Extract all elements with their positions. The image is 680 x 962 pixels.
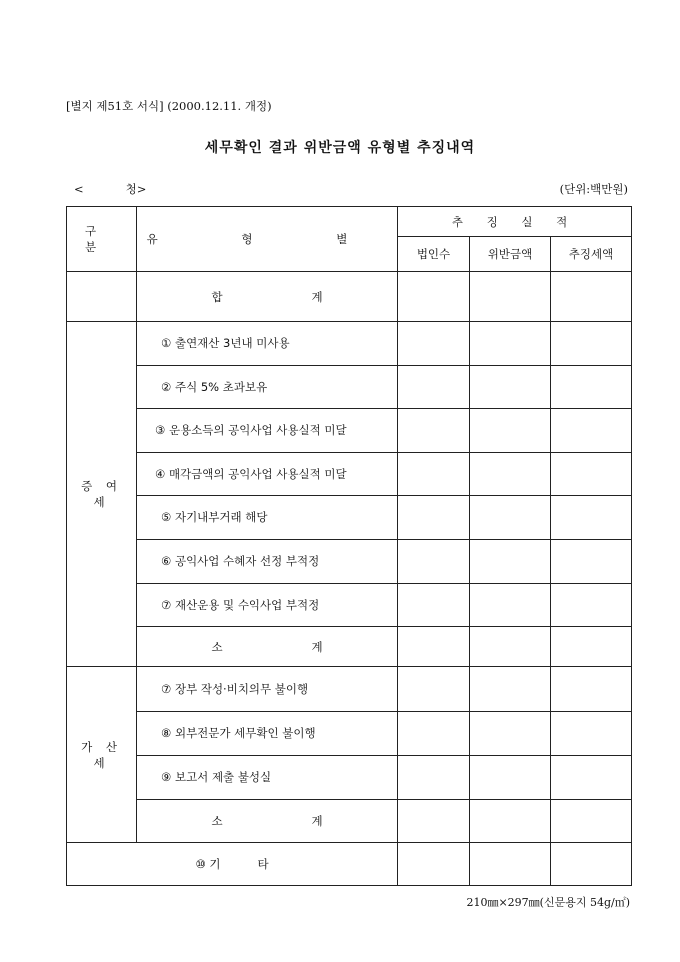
- table-row: [67, 409, 632, 453]
- cell: [398, 756, 470, 800]
- header-tax-amount: 추징세액: [551, 237, 632, 272]
- header-type: 유 형 별: [137, 207, 398, 272]
- cell: [470, 322, 551, 366]
- other-label: [67, 843, 398, 886]
- cell: [470, 584, 551, 627]
- table-row: [67, 453, 632, 496]
- penalty-subtotal-label: [137, 800, 398, 843]
- cell: [470, 453, 551, 496]
- cell: [551, 366, 632, 409]
- cell: [551, 272, 632, 322]
- paper-spec: 210㎜×297㎜(신문용지 54g/㎡): [466, 896, 630, 909]
- form-reference: [별지 제51호 서식] (2000.12.11. 개정): [66, 99, 272, 113]
- gift-subtotal-a: 소: [211, 639, 223, 654]
- penalty-subtotal-row: [67, 800, 632, 843]
- cell: [551, 667, 632, 712]
- other-label-b: 타: [257, 857, 269, 871]
- cell: [551, 843, 632, 886]
- penalty-item-1: ⑦ 장부 작성·비치의무 불이행: [137, 667, 398, 712]
- cell: [551, 322, 632, 366]
- table-row: [67, 366, 632, 409]
- table-row: [67, 322, 632, 366]
- total-label-a: 합: [211, 289, 223, 304]
- cell: [470, 756, 551, 800]
- gift-subtotal-row: [67, 627, 632, 667]
- cell: [551, 756, 632, 800]
- cell: [398, 627, 470, 667]
- other-row: [67, 843, 632, 886]
- table-row: [67, 584, 632, 627]
- cell: [551, 540, 632, 584]
- cell: [551, 627, 632, 667]
- gift-item-7: ⑦ 재산운용 및 수익사업 부적정: [137, 584, 398, 627]
- gift-item-5: ⑤ 자기내부거래 해당: [137, 496, 398, 540]
- office-open: <: [74, 182, 84, 196]
- cell: [470, 667, 551, 712]
- collection-table: [66, 206, 632, 886]
- other-label-a: ⑩ 기: [195, 857, 221, 871]
- cell: [398, 667, 470, 712]
- cell: [398, 843, 470, 886]
- cell: [470, 496, 551, 540]
- penalty-tax-label: 가 산 세: [67, 667, 137, 843]
- office-field: [74, 181, 146, 197]
- cell: [398, 584, 470, 627]
- table-row: [67, 756, 632, 800]
- header-actual: 추 징 실 적: [398, 207, 632, 237]
- unit-label: (단위:백만원): [559, 182, 628, 196]
- cell: [398, 540, 470, 584]
- document-title: 세무확인 결과 위반금액 유형별 추징내역: [204, 140, 476, 156]
- cell: [470, 627, 551, 667]
- total-row: [67, 272, 632, 322]
- penalty-subtotal-a: 소: [211, 814, 223, 828]
- gift-item-3: ③ 운용소득의 공익사업 사용실적 미달: [137, 409, 398, 453]
- cell: [470, 409, 551, 453]
- cell: [470, 272, 551, 322]
- office-close: 청>: [125, 182, 147, 196]
- cell: [398, 496, 470, 540]
- cell: [470, 540, 551, 584]
- cell: [398, 800, 470, 843]
- total-label-b: 계: [311, 289, 323, 304]
- gift-subtotal-b: 계: [311, 639, 323, 654]
- cell: [398, 366, 470, 409]
- table-row: [67, 667, 632, 712]
- gift-item-2: ② 주식 5% 초과보유: [137, 366, 398, 409]
- cell: [398, 322, 470, 366]
- header-violation-amount: 위반금액: [470, 237, 551, 272]
- cell: [470, 800, 551, 843]
- penalty-item-2: ⑧ 외부전문가 세무확인 불이행: [137, 712, 398, 756]
- cell: [551, 409, 632, 453]
- gift-item-1: ① 출연재산 3년내 미사용: [137, 322, 398, 366]
- gift-tax-label: 증 여 세: [67, 322, 137, 667]
- cell: [470, 712, 551, 756]
- header-corp-count: 법인수: [398, 237, 470, 272]
- gift-subtotal-label: [137, 627, 398, 667]
- cell: [67, 272, 137, 322]
- table-row: [67, 540, 632, 584]
- total-label: [137, 272, 398, 322]
- cell: [551, 800, 632, 843]
- penalty-subtotal-b: 계: [311, 814, 323, 828]
- cell: [398, 409, 470, 453]
- cell: [470, 843, 551, 886]
- table-row: [67, 496, 632, 540]
- cell: [398, 453, 470, 496]
- cell: [398, 712, 470, 756]
- table-row: [67, 712, 632, 756]
- header-category: 구 분: [67, 207, 137, 272]
- gift-item-6: ⑥ 공익사업 수혜자 선정 부적정: [137, 540, 398, 584]
- cell: [551, 453, 632, 496]
- penalty-item-3: ⑨ 보고서 제출 불성실: [137, 756, 398, 800]
- cell: [470, 366, 551, 409]
- gift-item-4: ④ 매각금액의 공익사업 사용실적 미달: [137, 453, 398, 496]
- cell: [551, 712, 632, 756]
- cell: [551, 496, 632, 540]
- cell: [551, 584, 632, 627]
- cell: [398, 272, 470, 322]
